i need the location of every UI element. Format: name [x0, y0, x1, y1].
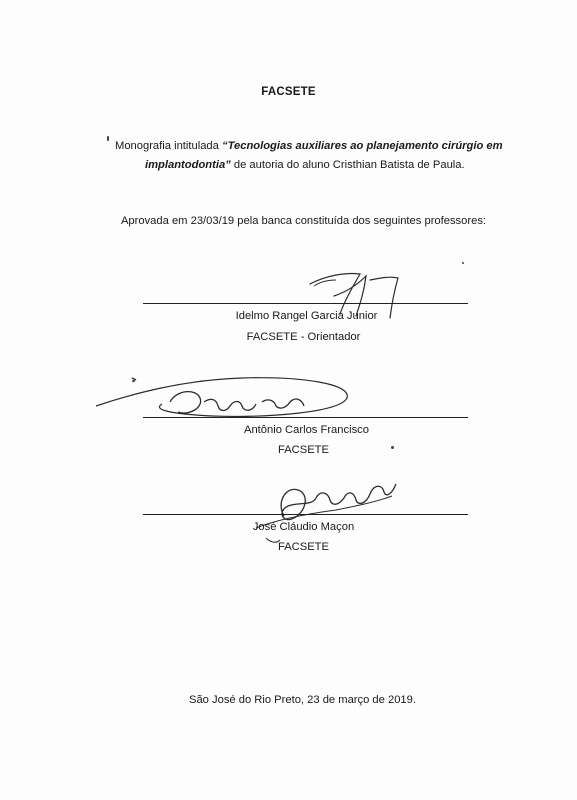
- paper-speck: [132, 380, 135, 382]
- intro-suffix: de autoria do aluno Cristhian Batista de Paula.: [230, 159, 465, 171]
- monograph-title-line1: “Tecnologias auxiliares ao planejamento cirúrgio em: [221, 140, 503, 152]
- approval-statement: Aprovada em 23/03/19 pela banca constituída dos seguintes professores:: [120, 215, 487, 227]
- intro-prefix: Monografia intitulada: [115, 140, 222, 152]
- monograph-statement: [115, 137, 515, 175]
- signatory-name-3: José Cláudio Maçon: [252, 521, 355, 533]
- signatory-name-1: Idelmo Rangel Garcia Junior: [235, 310, 378, 322]
- institution-header: FACSETE: [261, 86, 316, 98]
- signature-line-1: [143, 303, 468, 304]
- monograph-title-line2: implantodontia”: [145, 159, 231, 171]
- place-and-date: São José do Rio Preto, 23 de março de 2019.: [188, 694, 416, 706]
- signatory-name-2: Antônio Carlos Francisco: [244, 424, 369, 436]
- signatory-role-1: FACSETE - Orientador: [246, 331, 361, 343]
- signature-line-3: [143, 514, 468, 515]
- paper-speck: [107, 136, 109, 141]
- paper-speck: [391, 446, 394, 449]
- signature-line-2: [143, 417, 468, 418]
- paper-speck: [462, 262, 464, 264]
- signature-scribble-3: [236, 476, 406, 546]
- signatory-role-3: FACSETE: [278, 541, 329, 553]
- signatory-role-2: FACSETE: [278, 444, 329, 456]
